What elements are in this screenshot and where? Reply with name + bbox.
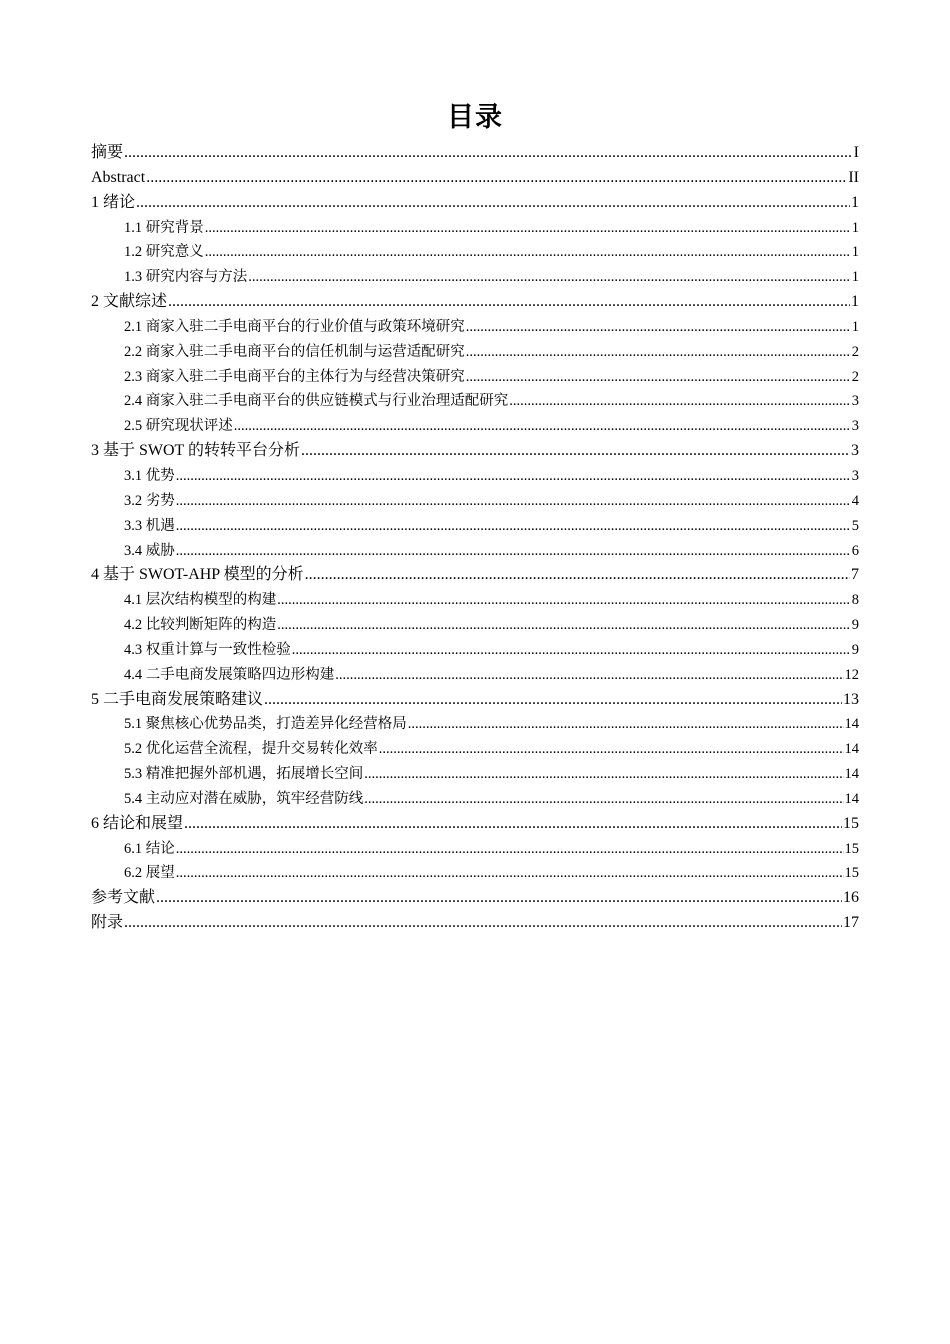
toc-dot-leader bbox=[301, 439, 850, 464]
toc-section-entry[interactable] bbox=[91, 861, 859, 886]
toc-entry-title: 3.3 机遇 bbox=[124, 517, 175, 534]
toc-dot-leader bbox=[184, 812, 842, 837]
toc-entry-title: 6.2 展望 bbox=[124, 865, 175, 882]
toc-page-number: 9 bbox=[851, 617, 859, 634]
toc-chapter-entry[interactable] bbox=[91, 141, 859, 166]
toc-page-number: 1 bbox=[851, 293, 859, 311]
toc-section-entry[interactable] bbox=[91, 613, 859, 638]
toc-page-number: 3 bbox=[851, 467, 859, 484]
toc-chapter-entry[interactable] bbox=[91, 886, 859, 911]
toc-dot-leader bbox=[364, 787, 843, 812]
toc-entry-title: 6.1 结论 bbox=[124, 840, 175, 857]
toc-section-entry[interactable] bbox=[91, 389, 859, 414]
toc-dot-leader bbox=[277, 613, 851, 638]
toc-page-number: 15 bbox=[843, 814, 859, 832]
toc-chapter-entry[interactable] bbox=[91, 439, 859, 464]
toc-entry-title: 2.1 商家入驻二手电商平台的行业价值与政策环境研究 bbox=[124, 318, 465, 335]
toc-page-number: 16 bbox=[843, 889, 859, 907]
toc-dot-leader bbox=[176, 514, 851, 539]
toc-page-number: 12 bbox=[844, 666, 859, 683]
toc-dot-leader bbox=[205, 240, 851, 265]
toc-section-entry[interactable] bbox=[91, 762, 859, 787]
toc-entry-title: 5.2 优化运营全流程，提升交易转化效率 bbox=[124, 741, 378, 758]
toc-entry-title: 1.2 研究意义 bbox=[124, 244, 204, 261]
toc-entry-title: 4.1 层次结构模型的构建 bbox=[124, 592, 277, 609]
toc-dot-leader bbox=[466, 365, 851, 390]
toc-entry-title: 5.4 主动应对潜在威胁，筑牢经营防线 bbox=[124, 790, 364, 807]
toc-dot-leader bbox=[292, 638, 851, 663]
toc-page-number: 7 bbox=[851, 566, 859, 584]
toc-dot-leader bbox=[509, 389, 851, 414]
toc-dot-leader bbox=[205, 216, 851, 241]
toc-page-number: I bbox=[853, 144, 859, 161]
toc-dot-leader bbox=[379, 737, 844, 762]
toc-dot-leader bbox=[234, 414, 851, 439]
toc-section-entry[interactable] bbox=[91, 240, 859, 265]
toc-page-number: 1 bbox=[851, 193, 859, 211]
toc-page-number: 15 bbox=[844, 865, 859, 882]
toc-entry-title: 2.4 商家入驻二手电商平台的供应链模式与行业治理适配研究 bbox=[124, 393, 509, 410]
toc-page-number: 1 bbox=[851, 244, 859, 261]
toc-page-number: 2 bbox=[851, 343, 859, 360]
toc-dot-leader bbox=[248, 265, 851, 290]
toc-entry-title: 4.4 二手电商发展策略四边形构建 bbox=[124, 666, 335, 683]
toc-dot-leader bbox=[466, 315, 851, 340]
toc-dot-leader bbox=[136, 191, 850, 216]
toc-entry-title: 4.2 比较判断矩阵的构造 bbox=[124, 617, 277, 634]
toc-entry-title: 附录 bbox=[91, 914, 124, 932]
toc-section-entry[interactable] bbox=[91, 588, 859, 613]
toc-section-entry[interactable] bbox=[91, 216, 859, 241]
toc-entry-title: Abstract bbox=[91, 168, 146, 186]
toc-dot-leader bbox=[156, 886, 842, 911]
toc-dot-leader bbox=[124, 141, 853, 166]
toc-dot-leader bbox=[146, 166, 847, 191]
toc-dot-leader bbox=[176, 837, 844, 862]
toc-dot-leader bbox=[176, 539, 851, 564]
toc-page-number: 1 bbox=[851, 269, 859, 286]
toc-entry-title: 3.4 威胁 bbox=[124, 542, 175, 559]
toc-entry-title: 2.3 商家入驻二手电商平台的主体行为与经营决策研究 bbox=[124, 368, 465, 385]
toc-entry-title: 4 基于 SWOT-AHP 模型的分析 bbox=[91, 566, 304, 584]
toc-page-number: 13 bbox=[843, 690, 859, 708]
toc-section-entry[interactable] bbox=[91, 712, 859, 737]
toc-section-entry[interactable] bbox=[91, 340, 859, 365]
toc-section-entry[interactable] bbox=[91, 514, 859, 539]
toc-entry-title: 参考文献 bbox=[91, 889, 156, 907]
toc-dot-leader bbox=[176, 489, 851, 514]
toc-chapter-entry[interactable] bbox=[91, 812, 859, 837]
toc-dot-leader bbox=[277, 588, 851, 613]
toc-entry-title: 1.3 研究内容与方法 bbox=[124, 269, 248, 286]
toc-chapter-entry[interactable] bbox=[91, 166, 859, 191]
toc-section-entry[interactable] bbox=[91, 787, 859, 812]
toc-entry-title: 3 基于 SWOT 的转转平台分析 bbox=[91, 442, 301, 460]
toc-entry-title: 6 结论和展望 bbox=[91, 814, 184, 832]
toc-entry-title: 5.1 聚焦核心优势品类，打造差异化经营格局 bbox=[124, 716, 407, 733]
toc-dot-leader bbox=[466, 340, 851, 365]
toc-dot-leader bbox=[364, 762, 843, 787]
toc-entry-title: 5.3 精准把握外部机遇，拓展增长空间 bbox=[124, 766, 364, 783]
toc-entry-title: 4.3 权重计算与一致性检验 bbox=[124, 641, 291, 658]
toc-section-entry[interactable] bbox=[91, 489, 859, 514]
toc-page-number: 17 bbox=[843, 914, 859, 932]
toc-page-number: 4 bbox=[851, 492, 859, 509]
toc-dot-leader bbox=[335, 663, 843, 688]
table-of-contents bbox=[91, 141, 859, 936]
toc-entry-title: 摘要 bbox=[91, 144, 124, 161]
toc-section-entry[interactable] bbox=[91, 737, 859, 762]
toc-section-entry[interactable] bbox=[91, 464, 859, 489]
toc-page-number: II bbox=[848, 168, 859, 186]
toc-dot-leader bbox=[176, 464, 851, 489]
toc-dot-leader bbox=[305, 563, 850, 588]
toc-entry-title: 2.2 商家入驻二手电商平台的信任机制与运营适配研究 bbox=[124, 343, 465, 360]
toc-entry-title: 5 二手电商发展策略建议 bbox=[91, 690, 264, 708]
toc-page-number: 1 bbox=[851, 318, 859, 335]
toc-page-number: 8 bbox=[851, 592, 859, 609]
toc-section-entry[interactable] bbox=[91, 315, 859, 340]
toc-chapter-entry[interactable] bbox=[91, 911, 859, 936]
toc-dot-leader bbox=[176, 861, 844, 886]
toc-dot-leader bbox=[408, 712, 844, 737]
toc-chapter-entry[interactable] bbox=[91, 290, 859, 315]
toc-dot-leader bbox=[264, 688, 842, 713]
toc-entry-title: 2 文献综述 bbox=[91, 293, 168, 311]
toc-entry-title: 1 绪论 bbox=[91, 193, 136, 211]
toc-section-entry[interactable] bbox=[91, 365, 859, 390]
toc-page-number: 14 bbox=[844, 716, 859, 733]
toc-page-number: 9 bbox=[851, 641, 859, 658]
toc-page-number: 6 bbox=[851, 542, 859, 559]
toc-page-number: 5 bbox=[851, 517, 859, 534]
toc-page-number: 2 bbox=[851, 368, 859, 385]
toc-section-entry[interactable] bbox=[91, 265, 859, 290]
toc-section-entry[interactable] bbox=[91, 837, 859, 862]
toc-page-number: 1 bbox=[851, 219, 859, 236]
toc-section-entry[interactable] bbox=[91, 539, 859, 564]
toc-page-number: 3 bbox=[851, 393, 859, 410]
toc-dot-leader bbox=[124, 911, 842, 936]
toc-page-number: 3 bbox=[851, 442, 859, 460]
toc-page-number: 14 bbox=[844, 741, 859, 758]
toc-chapter-entry[interactable] bbox=[91, 688, 859, 713]
toc-section-entry[interactable] bbox=[91, 414, 859, 439]
toc-dot-leader bbox=[168, 290, 850, 315]
toc-chapter-entry[interactable] bbox=[91, 191, 859, 216]
toc-page-number: 15 bbox=[844, 840, 859, 857]
toc-entry-title: 3.2 劣势 bbox=[124, 492, 175, 509]
toc-page-number: 14 bbox=[844, 766, 859, 783]
toc-entry-title: 3.1 优势 bbox=[124, 467, 175, 484]
toc-entry-title: 2.5 研究现状评述 bbox=[124, 418, 233, 435]
toc-section-entry[interactable] bbox=[91, 663, 859, 688]
toc-entry-title: 1.1 研究背景 bbox=[124, 219, 204, 236]
toc-page-number: 3 bbox=[851, 418, 859, 435]
toc-page-number: 14 bbox=[844, 790, 859, 807]
toc-chapter-entry[interactable] bbox=[91, 563, 859, 588]
page-title: 目录 bbox=[447, 102, 503, 133]
toc-section-entry[interactable] bbox=[91, 638, 859, 663]
